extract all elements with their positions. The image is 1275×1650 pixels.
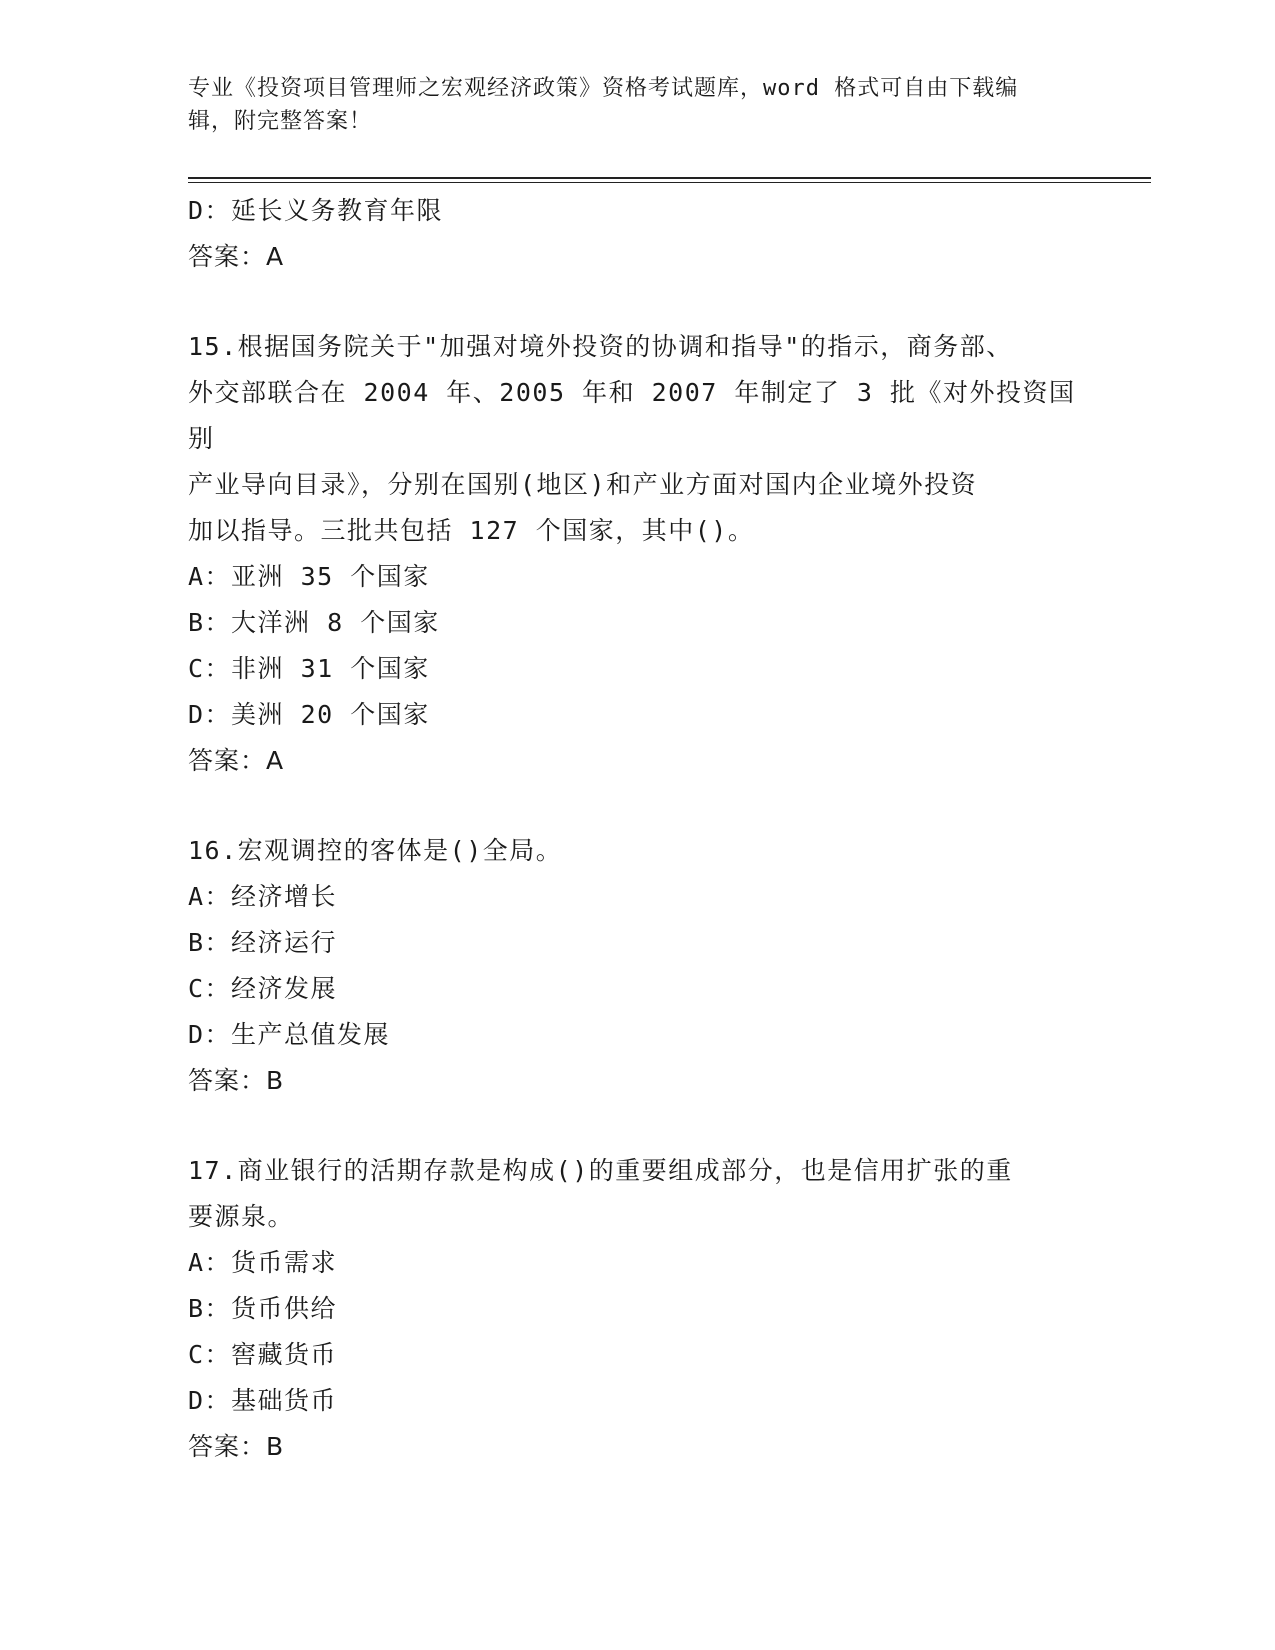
question-stem-line: 16.宏观调控的客体是()全局。 xyxy=(188,836,563,865)
spacer xyxy=(188,280,1088,324)
option-c: C：经济发展 xyxy=(188,974,338,1003)
question-stem-line: 17.商业银行的活期存款是构成()的重要组成部分，也是信用扩张的重 xyxy=(188,1156,1013,1185)
option-a: A：亚洲 35 个国家 xyxy=(188,562,430,591)
option-a: A：经济增长 xyxy=(188,882,338,911)
answer-line: 答案：B xyxy=(188,1066,285,1095)
question-stem-line: 外交部联合在 2004 年、2005 年和 2007 年制定了 3 批《对外投资国别 xyxy=(188,378,1076,453)
question-content xyxy=(188,188,1088,1470)
option-d: D：基础货币 xyxy=(188,1386,338,1415)
question-17 xyxy=(188,1148,1088,1470)
option-d: D：美洲 20 个国家 xyxy=(188,700,430,729)
option-b: B：大洋洲 8 个国家 xyxy=(188,608,440,637)
previous-option-d: D：延长义务教育年限 xyxy=(188,196,444,225)
header-line-1: 专业《投资项目管理师之宏观经济政策》资格考试题库，word 格式可自由下载编 xyxy=(188,76,1019,101)
question-16 xyxy=(188,828,1088,1104)
option-b: B：货币供给 xyxy=(188,1294,338,1323)
previous-answer: 答案：A xyxy=(188,242,285,271)
question-stem-line: 产业导向目录》，分别在国别(地区)和产业方面对国内企业境外投资 xyxy=(188,470,978,499)
option-c: C：非洲 31 个国家 xyxy=(188,654,430,683)
option-a: A：货币需求 xyxy=(188,1248,338,1277)
option-c: C：窖藏货币 xyxy=(188,1340,338,1369)
header-line-2: 辑，附完整答案！ xyxy=(188,109,373,134)
header-divider-thin xyxy=(188,182,1151,183)
option-b: B：经济运行 xyxy=(188,928,338,957)
spacer xyxy=(188,1104,1088,1148)
question-stem-line: 加以指导。三批共包括 127 个国家，其中()。 xyxy=(188,516,755,545)
option-d: D：生产总值发展 xyxy=(188,1020,391,1049)
header-divider-thick xyxy=(188,177,1151,179)
document-header xyxy=(188,72,1068,138)
question-stem-line: 要源泉。 xyxy=(188,1202,295,1231)
answer-line: 答案：A xyxy=(188,746,285,775)
answer-line: 答案：B xyxy=(188,1432,285,1461)
spacer xyxy=(188,784,1088,828)
question-stem-line: 15.根据国务院关于"加强对境外投资的协调和指导"的指示，商务部、 xyxy=(188,332,1013,361)
question-15 xyxy=(188,324,1088,784)
